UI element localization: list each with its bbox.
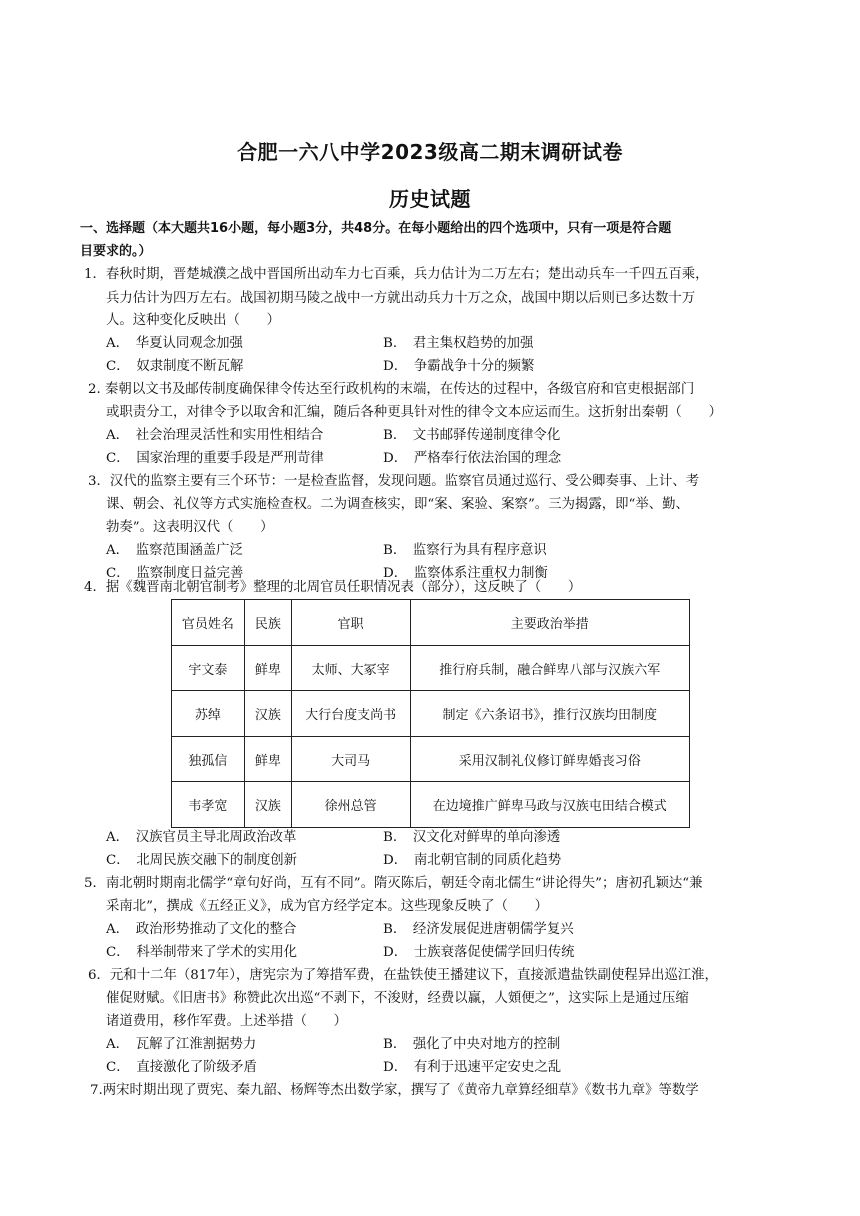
q6-option-c: C． 直接激化了阶级矛盾 <box>106 1060 257 1075</box>
table-header-cell: 官员姓名 <box>172 600 245 646</box>
table-cell: 推行府兵制，融合鲜卑八部与汉族六军 <box>410 646 689 691</box>
q1-option-a: A． 华夏认同观念加强 <box>106 336 243 351</box>
table-header-cell: 民族 <box>244 600 291 646</box>
q5-option-b: B． 经济发展促进唐朝儒学复兴 <box>383 922 574 937</box>
q6-stem-line3: 诸道费用，移作军费。上述举措（ ） <box>106 1014 348 1029</box>
q6-option-b: B． 强化了中央对地方的控制 <box>383 1037 561 1052</box>
q1-stem-line3: 人。这种变化反映出（ ） <box>106 313 281 328</box>
exam-title: 合肥一六八中学2023级高二期末调研试卷 <box>237 140 623 164</box>
q3-option-c: C． 监察制度日益完善 <box>106 566 244 581</box>
table-cell: 徐州总管 <box>291 782 410 828</box>
q3-option-d: D． 监察体系注重权力制衡 <box>383 566 548 581</box>
table-header-cell: 主要政治举措 <box>410 600 689 646</box>
table-cell: 苏绰 <box>172 691 245 737</box>
q1-option-d: D． 争霸战争十分的频繁 <box>383 359 535 374</box>
q4-option-d: D． 南北朝官制的同质化趋势 <box>383 853 562 868</box>
q1-stem-line1: 1．春秋时期，晋楚城濮之战中晋国所出动车力七百乘，兵力估计为二万左右；楚出动兵车一千四五百乘， <box>84 267 709 282</box>
q4-official-table <box>171 599 690 828</box>
q1-option-c: C． 奴隶制度不断瓦解 <box>106 359 244 374</box>
q5-option-c: C． 科举制带来了学术的实用化 <box>106 945 298 960</box>
table-cell: 汉族 <box>244 691 291 737</box>
table-row <box>172 691 690 737</box>
table-row <box>172 737 690 782</box>
q3-option-a: A． 监察范围涵盖广泛 <box>106 543 243 558</box>
q3-option-b: B． 监察行为具有程序意识 <box>383 543 547 558</box>
q4-option-c: C． 北周民族交融下的制度创新 <box>106 853 298 868</box>
table-cell: 大司马 <box>291 737 410 782</box>
table-cell: 太师、大冢宰 <box>291 646 410 691</box>
q2-stem-line1: 2. 秦朝以文书及邮传制度确保律令传达至行政机构的末端，在传达的过程中，各级官府和官吏根据部门 <box>88 382 695 397</box>
table-cell: 汉族 <box>244 782 291 828</box>
q3-stem-line1: 3．汉代的监察主要有三个环节：一是检查监督，发现问题。监察官员通过巡行、受公卿奏事、上计、考 <box>88 474 700 489</box>
q7-stem-line1: 7.两宋时期出现了贾宪、秦九韶、杨辉等杰出数学家，撰写了《黄帝九章算经细草》《数书九章》等数学 <box>90 1083 699 1098</box>
q3-stem-line2: 课、朝会、礼仪等方式实施检查权。二为调查核实，即“案、案验、案察”。三为揭露，即“举、勤、 <box>106 497 689 512</box>
q1-stem-line2: 兵力估计为四万左右。战国初期马陵之战中一方就出动兵力十万之众，战国中期以后则已多达数十万 <box>106 291 696 306</box>
q6-stem-line2: 催促财赋。《旧唐书》称赞此次出巡“不剥下，不浚财，经费以赢，人頞便之”，这实际上是通过压缩 <box>106 991 689 1006</box>
q2-option-c: C． 国家治理的重要手段是严刑苛律 <box>106 451 324 466</box>
table-header-row <box>172 600 690 646</box>
table-cell: 韦孝宽 <box>172 782 245 828</box>
table-header-cell: 官职 <box>291 600 410 646</box>
table-cell: 宇文泰 <box>172 646 245 691</box>
q2-option-d: D． 严格奉行依法治国的理念 <box>383 451 562 466</box>
q5-stem-line1: 5．南北朝时期南北儒学“章句好尚，互有不同”。隋灭陈后，朝廷令南北儒生“讲论得失”；唐初孔颖达“兼 <box>84 876 703 891</box>
section-heading-line1: 一、选择题（本大题共16小题，每小题3分，共48分。在每小题给出的四个选项中，只有一项是符合题 <box>80 221 672 236</box>
table-cell: 大行台度支尚书 <box>291 691 410 737</box>
q2-option-b: B． 文书邮驿传递制度律令化 <box>383 428 561 443</box>
table-cell: 独孤信 <box>172 737 245 782</box>
exam-subtitle: 历史试题 <box>389 187 471 211</box>
table-cell: 制定《六条诏书》，推行汉族均田制度 <box>410 691 689 737</box>
q4-option-b: B． 汉文化对鲜卑的单向渗透 <box>383 830 561 845</box>
q6-stem-line1: 6．元和十二年（817年），唐宪宗为了筹措军费，在盐铁使王播建议下，直接派遣盐铁副使程异出巡江淮， <box>88 968 718 983</box>
q6-option-d: D． 有利于迅速平定安史之乱 <box>383 1060 562 1075</box>
q5-option-a: A． 政治形势推动了文化的整合 <box>106 922 297 937</box>
q4-option-a: A． 汉族官员主导北周政治改革 <box>106 830 297 845</box>
q4-stem-line1: 4．据《魏晋南北朝官制考》整理的北周官员任职情况表（部分），这反映了（ ） <box>84 580 582 595</box>
table-cell: 在边境推广鲜卑马政与汉族屯田结合模式 <box>410 782 689 828</box>
table-cell: 鲜卑 <box>244 646 291 691</box>
table-cell: 采用汉制礼仪修订鲜卑婚丧习俗 <box>410 737 689 782</box>
table-row <box>172 782 690 828</box>
q5-option-d: D． 士族衰落促使儒学回归传统 <box>383 945 575 960</box>
section-heading-line2: 目要求的。） <box>80 244 152 259</box>
table-row <box>172 646 690 691</box>
table-cell: 鲜卑 <box>244 737 291 782</box>
q6-option-a: A． 瓦解了江淮割据势力 <box>106 1037 257 1052</box>
q2-stem-line2: 或职责分工，对律令予以取舍和汇编，随后各种更具针对性的律令文本应运而生。这折射出秦朝（ ） <box>106 405 722 420</box>
q3-stem-line3: 勃奏”。这表明汉代（ ） <box>106 520 274 535</box>
q2-option-a: A． 社会治理灵活性和实用性相结合 <box>106 428 324 443</box>
q1-option-b: B． 君主集权趋势的加强 <box>383 336 534 351</box>
q5-stem-line2: 采南北”，撰成《五经正义》，成为官方经学定本。这些现象反映了（ ） <box>106 899 549 914</box>
